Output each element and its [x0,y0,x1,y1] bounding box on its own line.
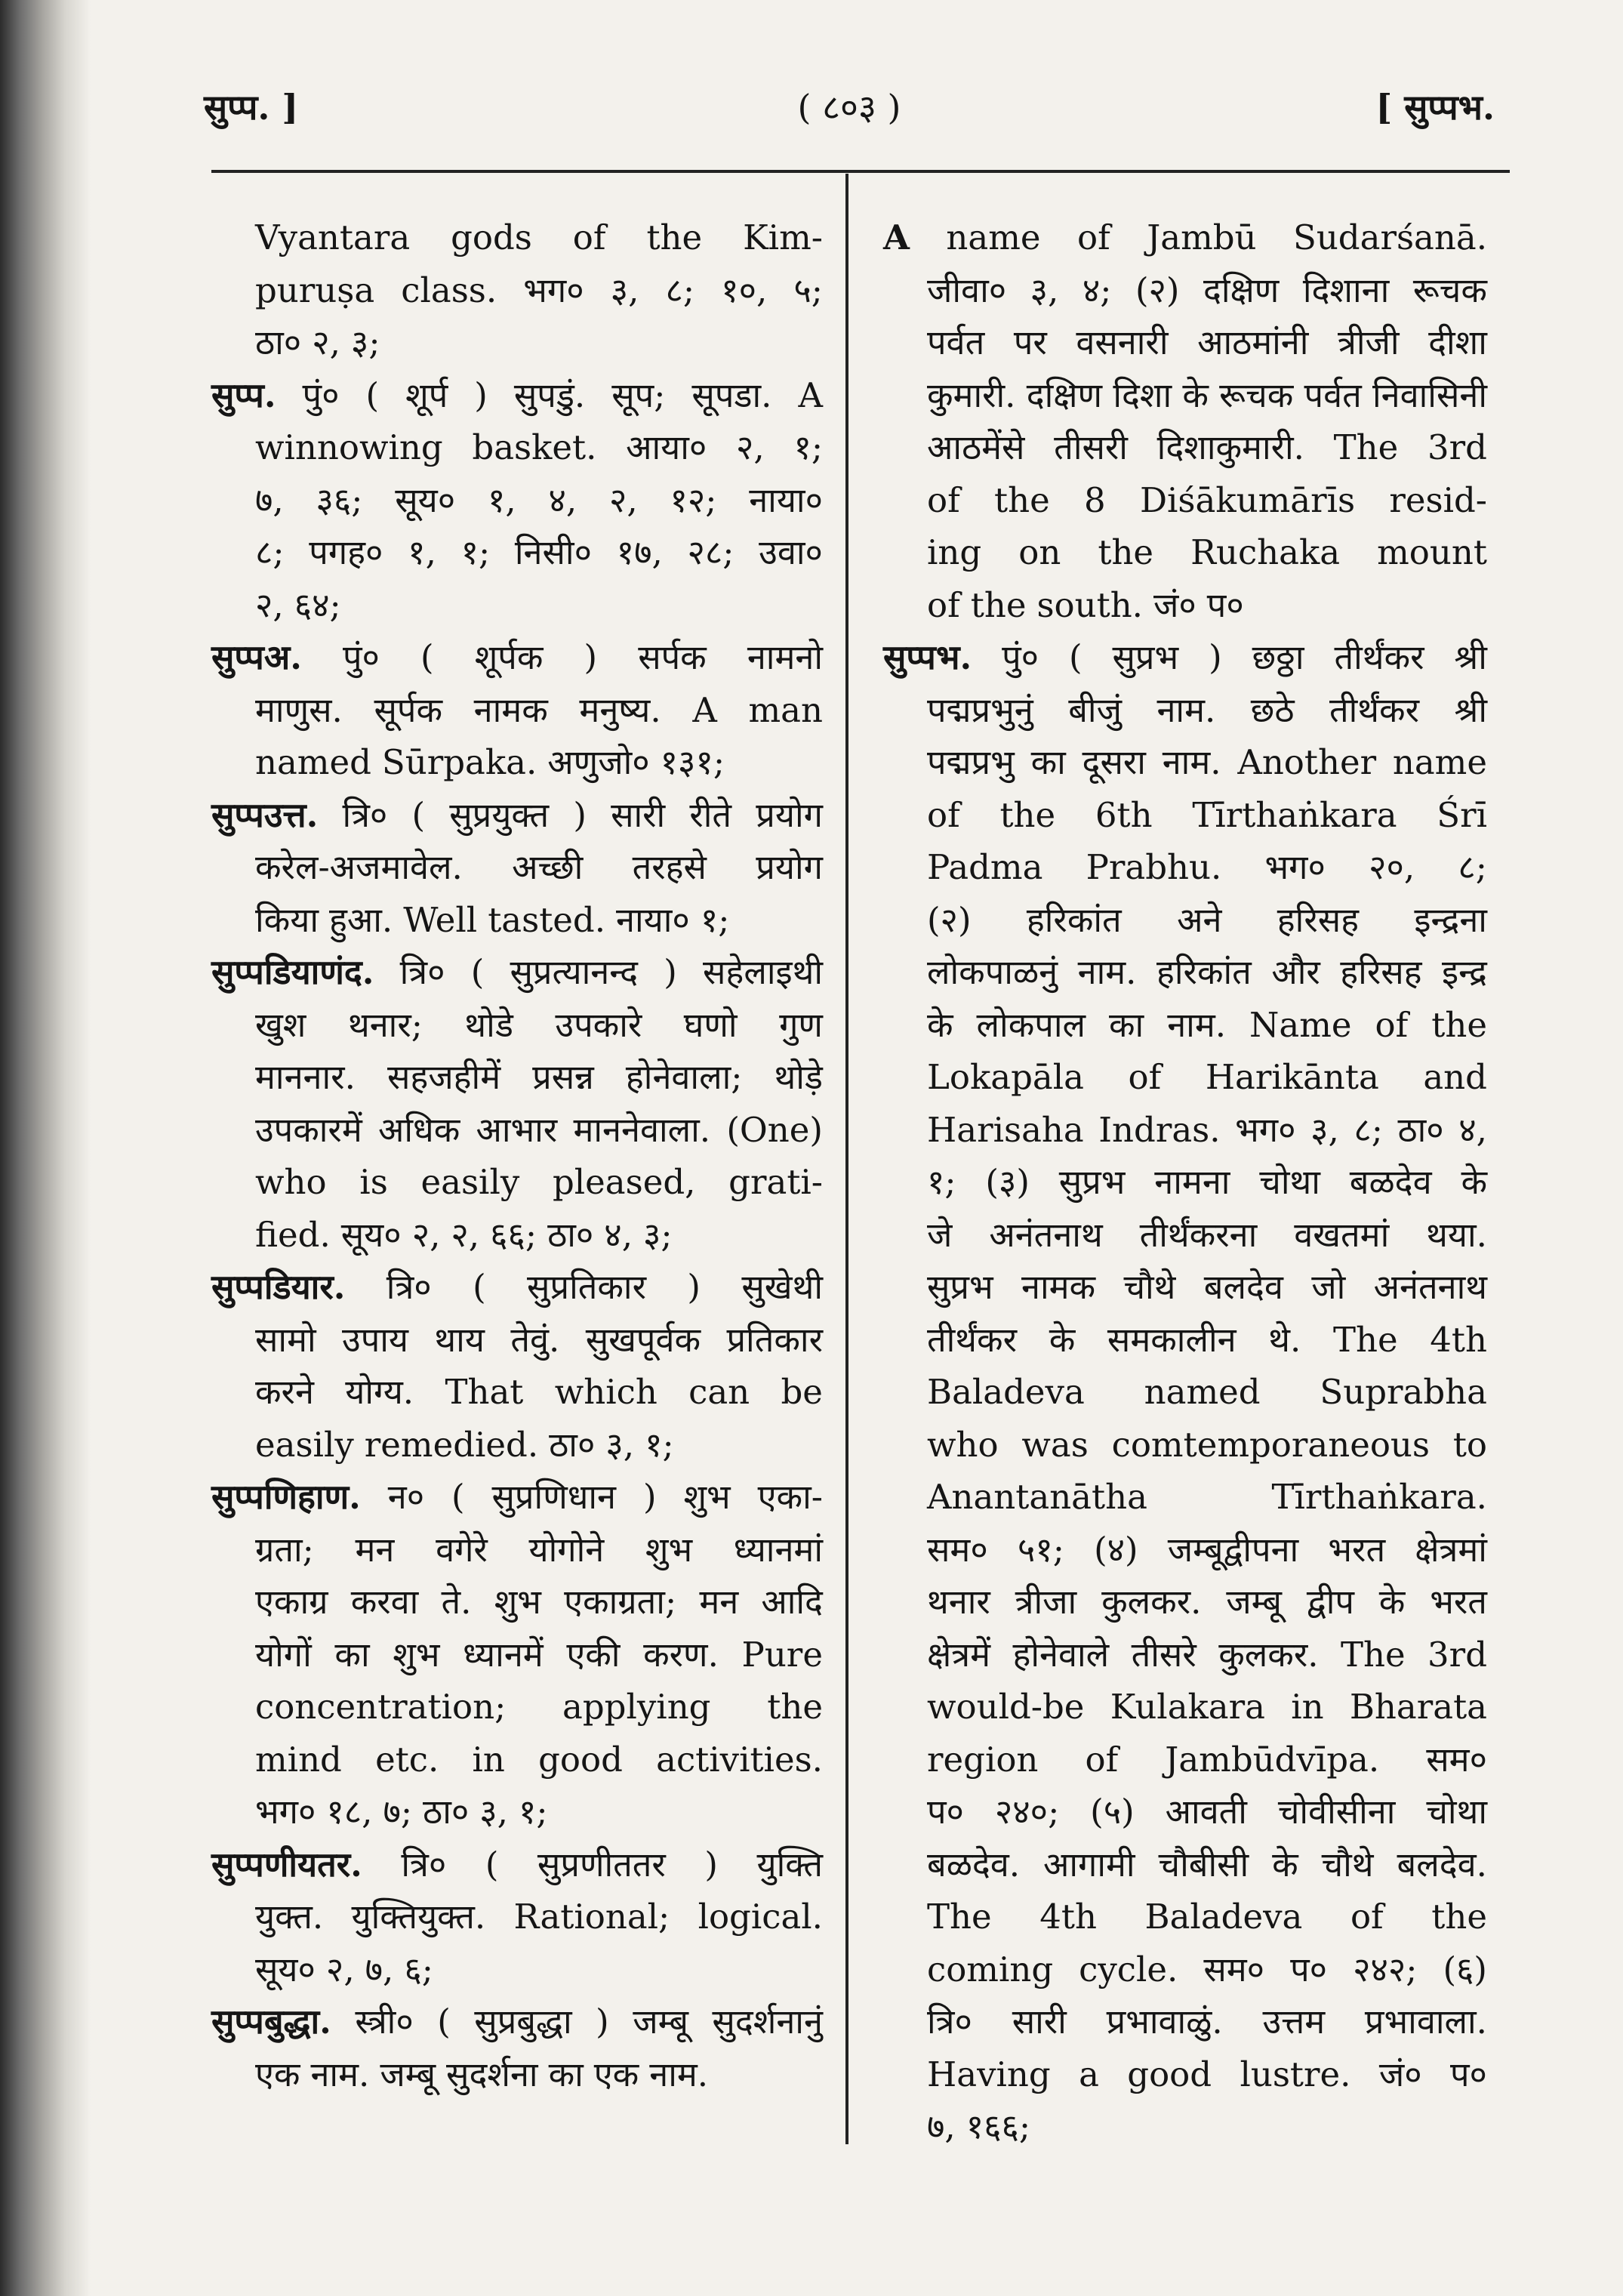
entry-line: कुमारी. दक्षिण दिशा के रूचक पर्वत निवासिनी [927,374,1487,415]
entry-line: क्षेत्रमें होनेवाले तीसरे कुलकर. The 3rd [927,1634,1487,1675]
entry-line: who is easily pleased, grati- [255,1162,823,1202]
entry-line: योगों का शुभ ध्यानमें एकी करण. Pure [255,1634,823,1675]
entry-line: ७, १६६; [927,2106,1031,2147]
page-header [204,83,1495,143]
entry-line: Lokapāla of Harikānta and [927,1057,1487,1097]
entry-line: fied. सूय० २, २, ६६; ठा० ४, ३; [255,1214,673,1255]
entry-line: (२) हरिकांत अने हरिसह इन्द्रना [927,899,1487,940]
entry-line: किया हुआ. Well tasted. नाया० १; [255,899,730,940]
entry-headline: सुप्प. पुं० ( शूर्प ) सुपडुं. सूप; सूपडा. A [211,374,823,415]
entry-line: २, ६४; [255,584,341,625]
header-left-guide-word: सुप्प. ] [204,87,299,128]
entry-line: Baladeva named Suprabha [927,1372,1487,1412]
page-number: ( ८०३ ) [797,87,901,128]
entry-headline: सुप्पडियाणंद. त्रि० ( सुप्रत्यानन्द ) सहेलाइथी [211,952,823,992]
entry-line: सूय० २, ७, ६; [255,1949,433,1989]
entry-line: थनार त्रीजा कुलकर. जम्बू द्वीप के भरत [927,1582,1487,1622]
entry-line: सुप्रभ नामक चौथे बलदेव जो अनंतनाथ [927,1267,1487,1307]
right-column [883,211,1487,2153]
header-right-guide-word: [ सुप्पभ. [1375,87,1495,128]
entry-line: Padma Prabhu. भग० २०, ८; [927,847,1487,887]
entry-line: त्रि० सारी प्रभावाळुं. उत्तम प्रभावाला. [927,2002,1487,2042]
entry-line: Vyantara gods of the Kim- [255,217,823,257]
entry-line: एक नाम. जम्बू सुदर्शना का एक नाम. [255,2054,709,2094]
entry-line: जीवा० ३, ४; (२) दक्षिण दिशाना रूचक [927,270,1487,310]
entry-line: ing on the Ruchaka mount [927,532,1487,572]
entry-line: पद्मप्रभु का दूसरा नाम. Another name [927,742,1487,782]
entry-line: तीर्थंकर के समकालीन थे. The 4th [927,1319,1487,1360]
entry-line: concentration; applying the [255,1687,823,1727]
entry-line: mind etc. in good activities. [255,1739,823,1780]
entry-line: सामो उपाय थाय तेवुं. सुखपूर्वक प्रतिकार [255,1319,823,1360]
entry-line: उपकारमें अधिक आभार माननेवाला. (One) [255,1109,823,1150]
header-rule [211,170,1510,173]
entry-headline: सुप्पडियार. त्रि० ( सुप्रतिकार ) सुखेथी [211,1267,823,1307]
entry-line: easily remedied. ठा० ३, १; [255,1424,674,1465]
entry-headline: सुप्पअ. पुं० ( शूर्पक ) सर्पक नामनो [211,637,823,677]
entry-line: आठमेंसे तीसरी दिशाकुमारी. The 3rd [927,427,1487,467]
entry-line: माननार. सहजहीमें प्रसन्न होनेवाला; थोड़े [255,1057,823,1097]
left-column [211,211,823,2100]
entry-line: of the 6th Tīrthaṅkara Śrī [927,794,1487,835]
entry-line: एकाग्र करवा ते. शुभ एकाग्रता; मन आदि [255,1582,823,1622]
entry-line: बळदेव. आगामी चौबीसी के चौथे बलदेव. [927,1844,1487,1885]
entry-headline: सुप्पणीयतर. त्रि० ( सुप्रणीततर ) युक्ति [211,1844,823,1885]
entry-line: ७, ३६; सूय० १, ४, २, १२; नाया० [255,479,823,520]
entry-line: करेल-अजमावेल. अच्छी तरहसे प्रयोग [255,847,823,887]
entry-line: of the 8 Diśākumārīs resid- [927,479,1487,520]
entry-line: सम० ५१; (४) जम्बूद्वीपना भरत क्षेत्रमां [927,1529,1487,1570]
entry-line: of the south. जं० प० [927,584,1244,625]
entry-headline: A name of Jambū Sudarśanā. [883,217,1487,257]
entry-line: प० २४०; (५) आवती चोवीसीना चोथा [927,1792,1487,1832]
entry-line: ग्रता; मन वगेरे योगोने शुभ ध्यानमां [255,1529,823,1570]
entry-headline: सुप्पउत्त. त्रि० ( सुप्रयुक्त ) सारी रीते प्रयोग [211,794,823,835]
entry-line: ठा० २, ३; [255,322,380,362]
entry-line: named Sūrpaka. अणुजो० १३१; [255,742,725,782]
entry-line: Harisaha Indras. भग० ३, ८; ठा० ४, [927,1109,1487,1150]
entry-line: region of Jambūdvīpa. सम० [927,1739,1487,1780]
entry-line: puruṣa class. भग० ३, ८; १०, ५; [255,270,823,310]
entry-line: भग० १८, ७; ठा० ३, १; [255,1792,548,1832]
book-binding-shadow [0,0,91,2296]
entry-line: The 4th Baladeva of the [927,1897,1487,1937]
entry-line: पद्मप्रभुनुं बीजुं नाम. छठे तीर्थंकर श्री [927,689,1487,730]
entry-line: खुश थनार; थोडे उपकारे घणो गुण [255,1004,823,1045]
entry-line: coming cycle. सम० प० २४२; (६) [927,1949,1487,1989]
column-divider [845,174,848,2144]
entry-line: माणुस. सूर्पक नामक मनुष्य. A man [255,689,823,730]
entry-line: पर्वत पर वसनारी आठमांनी त्रीजी दीशा [927,322,1487,362]
entry-line: लोकपाळनुं नाम. हरिकांत और हरिसह इन्द्र [927,952,1487,992]
entry-line: युक्त. युक्तियुक्त. Rational; logical. [255,1897,823,1937]
entry-line: would-be Kulakara in Bharata [927,1687,1487,1727]
entry-line: करने योग्य. That which can be [255,1372,823,1412]
entry-headline: सुप्पभ. पुं० ( सुप्रभ ) छठ्ठा तीर्थंकर श्री [883,637,1487,677]
entry-line: ८; पगह० १, १; निसी० १७, २८; उवा० [255,532,823,572]
entry-line: winnowing basket. आया० २, १; [255,427,823,467]
entry-line: के लोकपाल का नाम. Name of the [927,1004,1487,1045]
entry-line: Having a good lustre. जं० प० [927,2054,1487,2094]
entry-line: जे अनंतनाथ तीर्थंकरना वखतमां थया. [927,1214,1487,1255]
entry-line: who was comtemporaneous to [927,1424,1487,1465]
entry-line: १; (३) सुप्रभ नामना चोथा बळदेव के [927,1162,1487,1202]
entry-headline: सुप्पणिहाण. न० ( सुप्रणिधान ) शुभ एका- [211,1477,823,1517]
entry-headline: सुप्पबुद्धा. स्त्री० ( सुप्रबुद्धा ) जम्बू सुदर्शनानुं [211,2002,823,2042]
entry-line: Anantanātha Tīrthaṅkara. [927,1477,1487,1517]
